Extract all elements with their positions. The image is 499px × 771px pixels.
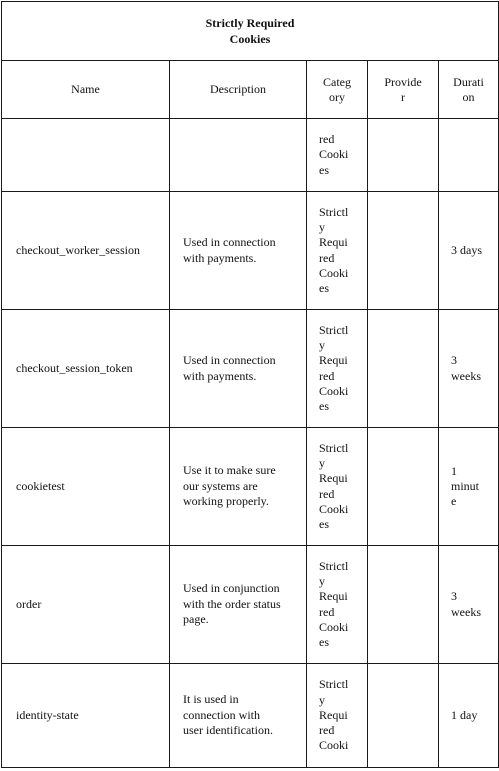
table-title: Strictly Required Cookies <box>2 2 499 61</box>
cookie-name: checkout_worker_session <box>2 192 170 310</box>
cookie-name: cookietest <box>2 428 170 546</box>
cookie-duration <box>439 119 499 192</box>
cookie-description: Use it to make sure our systems are working properly. <box>170 428 307 546</box>
cookie-name <box>2 119 170 192</box>
cookie-provider <box>368 310 439 428</box>
cookie-duration: 1 minut e <box>439 428 499 546</box>
table-row <box>2 119 499 192</box>
table-row <box>2 546 499 664</box>
cookie-category: red Cooki es <box>307 119 368 192</box>
cookie-category: Strictl y Requi red Cooki es <box>307 192 368 310</box>
cookie-description: It is used in connection with user identification. <box>170 664 307 768</box>
column-header-category: Categ ory <box>307 61 368 119</box>
cookie-description: Used in connection with payments. <box>170 192 307 310</box>
cookie-name: checkout_session_token <box>2 310 170 428</box>
cookie-name: identity-state <box>2 664 170 768</box>
header-row <box>2 61 499 119</box>
cookie-category: Strictl y Requi red Cooki es <box>307 546 368 664</box>
cookie-category: Strictl y Requi red Cooki <box>307 664 368 768</box>
cookie-provider <box>368 192 439 310</box>
column-header-duration: Durati on <box>439 61 499 119</box>
column-header-name: Name <box>2 61 170 119</box>
table-row <box>2 664 499 768</box>
cookie-duration: 3 weeks <box>439 310 499 428</box>
column-header-description: Description <box>170 61 307 119</box>
cookie-duration: 1 day <box>439 664 499 768</box>
cookie-table <box>1 1 499 768</box>
table-row <box>2 310 499 428</box>
cookie-duration: 3 days <box>439 192 499 310</box>
cookie-name: order <box>2 546 170 664</box>
cookie-provider <box>368 664 439 768</box>
cookie-category: Strictl y Requi red Cooki es <box>307 428 368 546</box>
cookie-provider <box>368 428 439 546</box>
cookie-duration: 3 weeks <box>439 546 499 664</box>
cookie-provider <box>368 119 439 192</box>
table-row <box>2 428 499 546</box>
cookie-description: Used in conjunction with the order status page. <box>170 546 307 664</box>
cookie-description: Used in connection with payments. <box>170 310 307 428</box>
cookie-category: Strictl y Requi red Cooki es <box>307 310 368 428</box>
table-row <box>2 192 499 310</box>
cookie-provider <box>368 546 439 664</box>
column-header-provider: Provide r <box>368 61 439 119</box>
cookie-description <box>170 119 307 192</box>
